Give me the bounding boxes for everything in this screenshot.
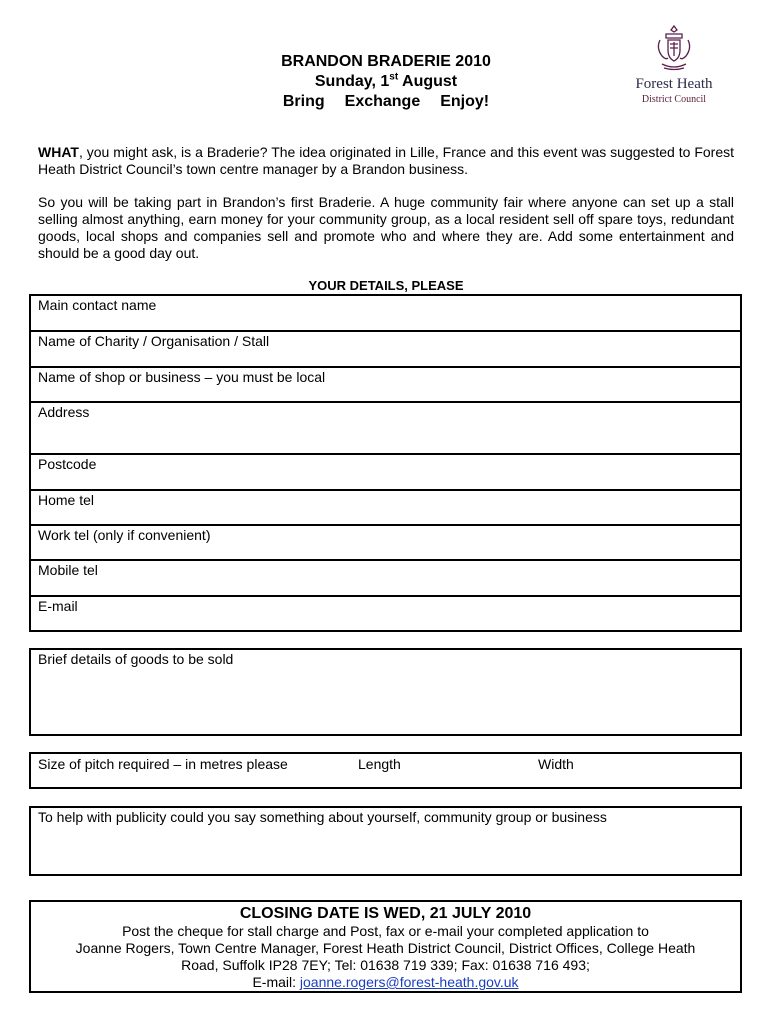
document-header bbox=[186, 52, 586, 112]
pitch-length-label: Length bbox=[358, 756, 401, 772]
field-main-contact-name[interactable] bbox=[29, 294, 742, 330]
field-shop-name[interactable] bbox=[29, 366, 742, 402]
field-label: Name of Charity / Organisation / Stall bbox=[38, 333, 270, 349]
field-work-tel[interactable] bbox=[29, 524, 742, 559]
council-name: Forest Heath bbox=[635, 76, 713, 92]
contact-email-link[interactable]: joanne.rogers@forest-heath.gov.uk bbox=[299, 974, 519, 990]
field-label: Postcode bbox=[38, 456, 97, 472]
intro-paragraph-what: WHAT, you might ask, is a Braderie? The idea originated in Lille, France and this event was suggested to Forest Heath District Council’s town centre manager by a Brandon business. bbox=[38, 144, 734, 177]
field-label: E-mail bbox=[38, 598, 78, 614]
field-mobile-tel[interactable] bbox=[29, 559, 742, 595]
council-logo bbox=[616, 24, 732, 105]
crest-icon bbox=[654, 24, 694, 72]
goods-details-box[interactable] bbox=[29, 648, 742, 736]
field-label: Home tel bbox=[38, 492, 95, 508]
details-heading: YOUR DETAILS, PLEASE bbox=[308, 278, 464, 293]
pitch-size-box[interactable] bbox=[29, 752, 742, 789]
field-home-tel[interactable] bbox=[29, 489, 742, 524]
intro-paragraph-details: So you will be taking part in Brandon’s first Braderie. A huge community fair where anyone can set up a stall selling almost anything, earn money for your community group, as a local resident sell off spare toys, redundant goods, local shops and companies sell and promote who and where they are. Add some entertainment and should be a good day out. bbox=[38, 194, 734, 261]
field-postcode[interactable] bbox=[29, 453, 742, 489]
closing-address-line-2: Road, Suffolk IP28 7EY; Tel: 01638 719 339; Fax: 01638 716 493; bbox=[181, 957, 590, 973]
field-address[interactable] bbox=[29, 401, 742, 453]
field-label: Name of shop or business – you must be local bbox=[38, 369, 326, 385]
field-label: Work tel (only if convenient) bbox=[38, 527, 211, 543]
field-label: Address bbox=[38, 404, 90, 420]
event-title: BRANDON BRADERIE 2010 bbox=[281, 53, 491, 70]
pitch-width-label: Width bbox=[538, 756, 574, 772]
closing-date-title: CLOSING DATE IS WED, 21 JULY 2010 bbox=[239, 905, 532, 922]
closing-info-box bbox=[29, 900, 742, 993]
field-label: Mobile tel bbox=[38, 562, 98, 578]
closing-instructions: Post the cheque for stall charge and Post, fax or e-mail your completed application to bbox=[122, 923, 649, 939]
council-subtitle: District Council bbox=[641, 94, 707, 105]
field-email[interactable] bbox=[29, 595, 742, 632]
field-charity-name[interactable] bbox=[29, 330, 742, 366]
pitch-size-label: Size of pitch required – in metres please bbox=[38, 756, 288, 772]
closing-email-line: E-mail: joanne.rogers@forest-heath.gov.uk bbox=[252, 974, 519, 990]
goods-details-label: Brief details of goods to be sold bbox=[38, 651, 234, 667]
field-label: Main contact name bbox=[38, 297, 157, 313]
publicity-label: To help with publicity could you say something about yourself, community group or business bbox=[38, 809, 607, 825]
closing-address-line-1: Joanne Rogers, Town Centre Manager, Forest Heath District Council, District Offices, College Heath bbox=[75, 940, 696, 956]
event-tagline: Bring Exchange Enjoy! bbox=[282, 93, 490, 110]
event-date: Sunday, 1st August bbox=[314, 71, 458, 90]
publicity-box[interactable] bbox=[29, 806, 742, 876]
